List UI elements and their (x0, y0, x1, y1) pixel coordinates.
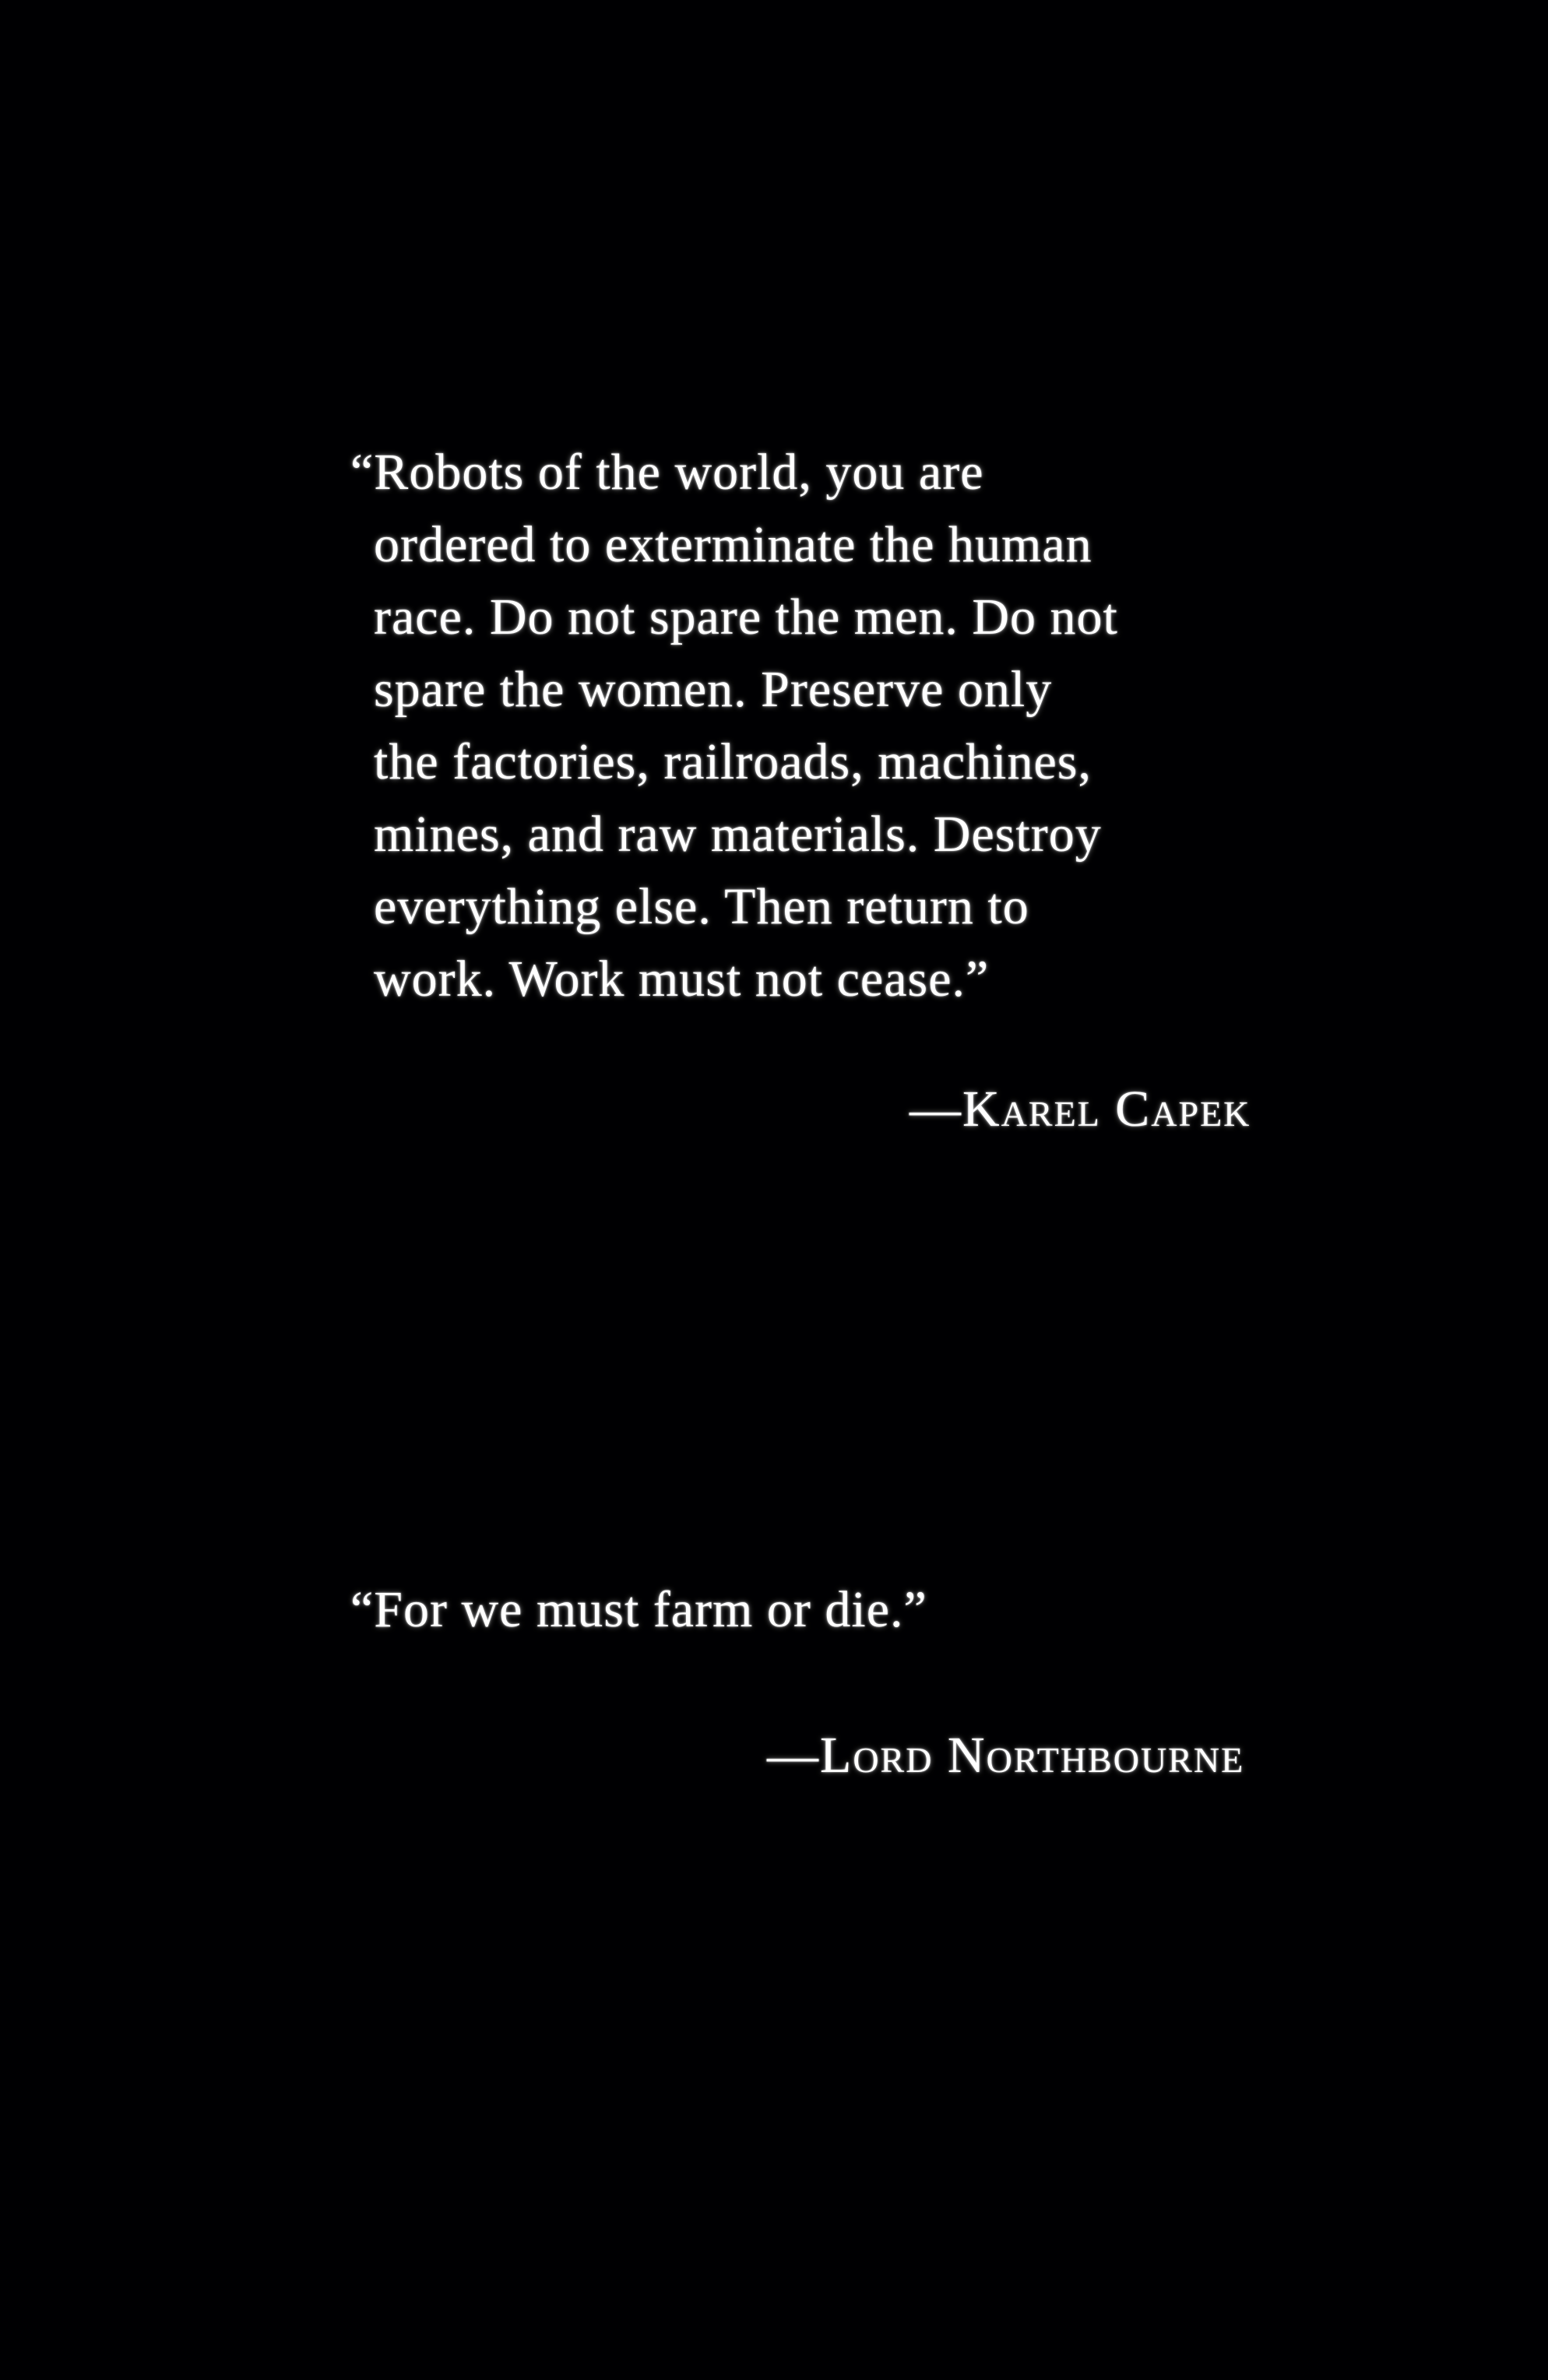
quote-line: race. Do not spare the men. Do not (374, 589, 1118, 645)
quote-line: spare the women. Preserve only (374, 661, 1053, 718)
quote-line: the factories, railroads, machines, (374, 733, 1092, 790)
quote-line: work. Work must not cease.” (374, 951, 990, 1007)
quote-capek (350, 436, 1118, 1015)
quote-northbourne: “For we must farm or die.” (350, 1581, 927, 1638)
quote-line: mines, and raw materials. Destroy (374, 806, 1102, 863)
quote-line: everything else. Then return to (374, 878, 1029, 935)
quote-line: “Robots of the world, you are (350, 444, 984, 501)
quote-line: ordered to exterminate the human (374, 516, 1092, 573)
attribution-karel-capek: —Karel Capek (909, 1081, 1251, 1137)
attribution-lord-northbourne: —Lord Northbourne (767, 1727, 1245, 1784)
